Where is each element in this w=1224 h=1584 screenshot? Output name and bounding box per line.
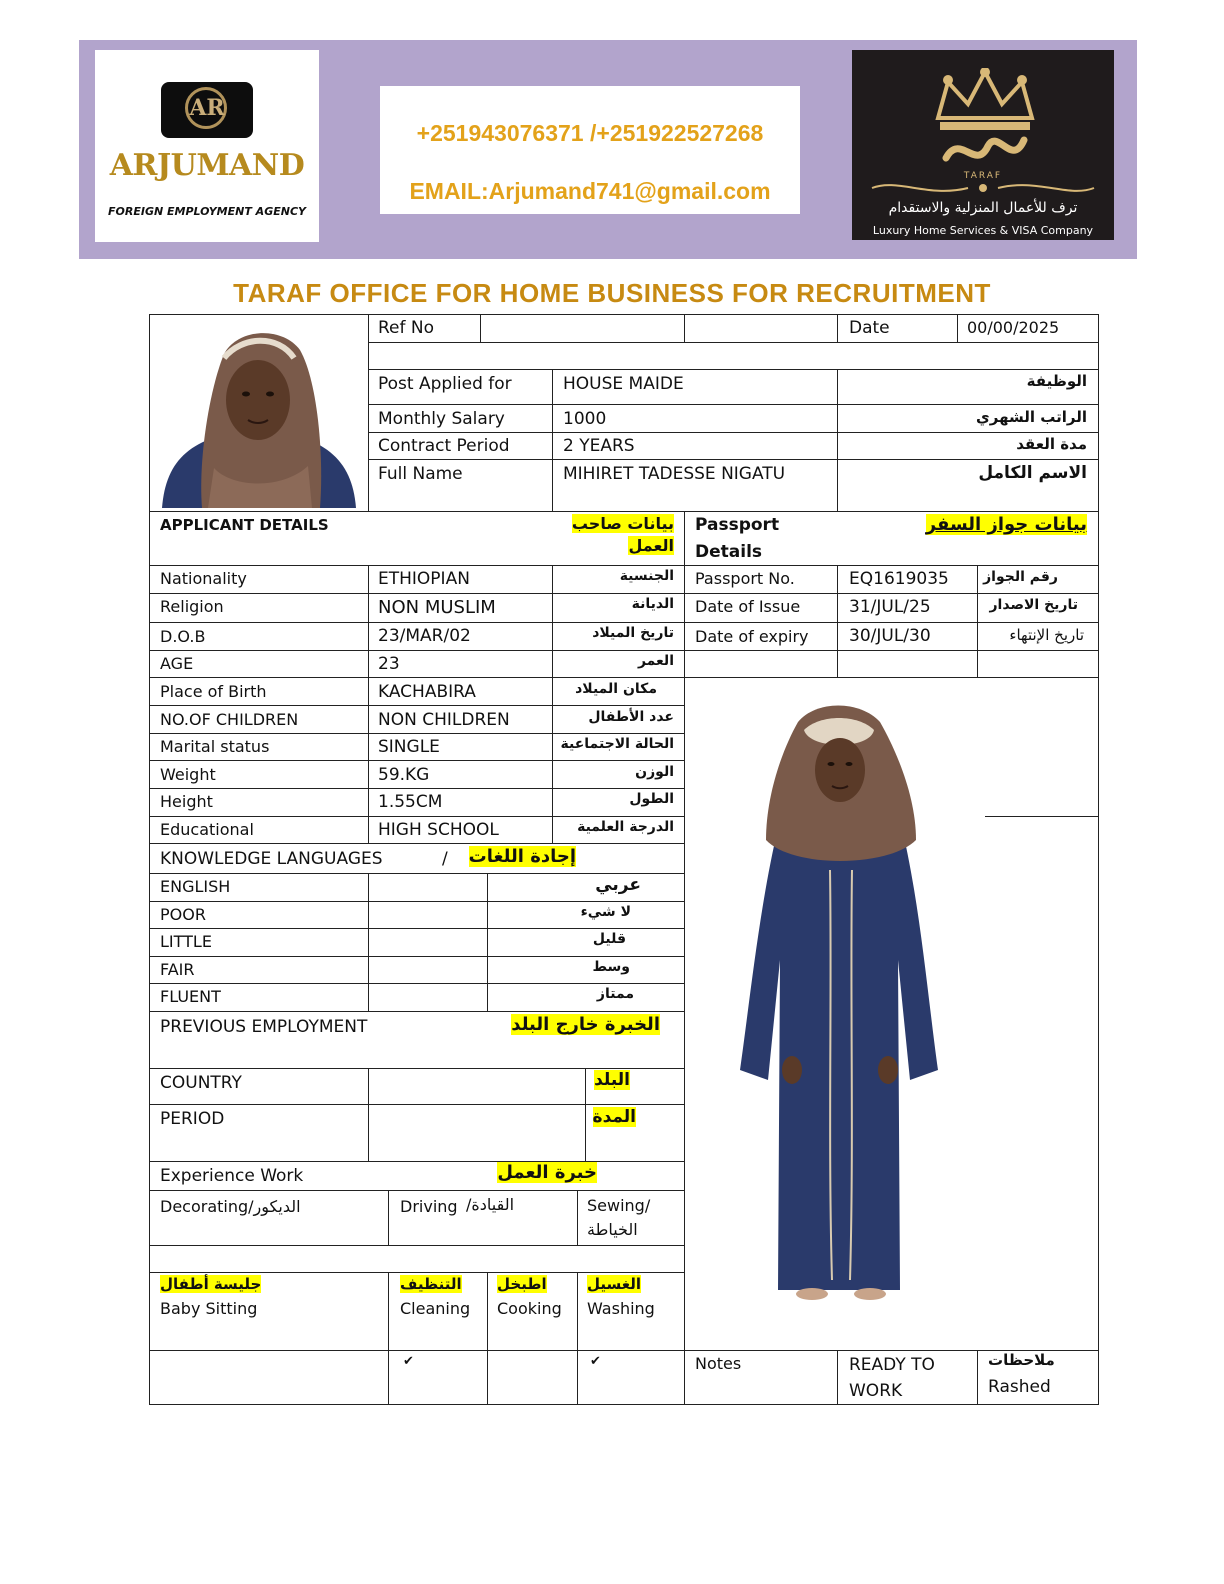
baby-sitting-label: Baby Sitting	[160, 1299, 258, 1318]
birthplace-value: KACHABIRA	[378, 682, 476, 702]
skill-driving-ar: /القيادة	[466, 1195, 515, 1214]
taraf-arabic-name: ترف للأعمال المنزلية والاستقدام	[888, 200, 1078, 216]
marital-value: SINGLE	[378, 737, 440, 757]
age-ar: العمر	[637, 653, 674, 669]
skill-driving: Driving	[400, 1197, 458, 1216]
notes-ar: ملاحظات	[988, 1351, 1055, 1369]
logo-monogram: AR	[189, 95, 225, 121]
previous-heading-ar: الخبرة خارج البلد	[511, 1014, 660, 1035]
salary-ar: الراتب الشهري	[976, 408, 1087, 426]
dob-ar: تاريخ الميلاد	[592, 625, 674, 641]
birthplace-ar: مكان الميلاد	[575, 681, 657, 697]
lang-english-ar: عربي	[595, 875, 641, 895]
agency-name: ARJUMAND	[109, 148, 305, 183]
fullname-ar: الاسم الكامل	[978, 463, 1087, 483]
cleaning-checkmark-icon[interactable]: ✔	[403, 1354, 414, 1369]
applicant-heading-ar-2: العمل	[628, 536, 674, 555]
languages-heading-ar: إجادة اللغات	[468, 846, 576, 867]
lang-english-label: ENGLISH	[160, 877, 231, 896]
notes-value-line-1: READY TO	[849, 1355, 935, 1375]
skill-sewing-ar: الخياطة	[587, 1220, 638, 1239]
notes-value-line-2: WORK	[849, 1381, 903, 1401]
post-ar: الوظيفة	[1026, 372, 1087, 390]
children-ar: عدد الأطفال	[588, 709, 674, 725]
salary-value: 1000	[563, 409, 607, 429]
passport-heading-1: Passport	[695, 515, 780, 535]
country-label: COUNTRY	[160, 1073, 242, 1093]
marital-ar: الحالة الاجتماعية	[560, 736, 674, 752]
contact-box	[380, 86, 800, 214]
issue-value: 31/JUL/25	[849, 597, 931, 617]
fullname-label: Full Name	[378, 464, 463, 484]
country-ar: البلد	[594, 1070, 630, 1090]
children-label: NO.OF CHILDREN	[160, 710, 299, 729]
taraf-word: TARAF	[963, 171, 1003, 181]
monogram-icon	[940, 128, 1030, 174]
height-ar: الطول	[629, 791, 674, 807]
baby-sitting-ar: جليسة أطفال	[160, 1275, 262, 1293]
passport-no-ar: رقم الجواز	[983, 569, 1058, 585]
post-value: HOUSE MAIDE	[563, 374, 684, 394]
expiry-value: 30/JUL/30	[849, 626, 931, 646]
cooking-label: Cooking	[497, 1299, 562, 1318]
period-label: PERIOD	[160, 1109, 225, 1129]
lang-poor-ar: لا شيء	[580, 904, 631, 920]
date-value[interactable]: 00/00/2025	[967, 318, 1060, 337]
birthplace-label: Place of Birth	[160, 682, 267, 701]
fullname-value: MIHIRET TADESSE NIGATU	[563, 464, 786, 484]
passport-heading-2: Details	[695, 542, 763, 562]
post-label: Post Applied for	[378, 374, 512, 394]
arjumand-logo	[95, 50, 319, 242]
dob-value: 23/MAR/02	[378, 626, 471, 646]
contact-email[interactable]: EMAIL:Arjumand741@gmail.com	[409, 178, 771, 204]
marital-label: Marital status	[160, 737, 270, 756]
lang-little-ar: قليل	[592, 931, 626, 947]
skill-sewing: Sewing/	[587, 1196, 651, 1215]
ref-label: Ref No	[378, 318, 435, 338]
experience-heading-ar: خبرة العمل	[497, 1162, 597, 1183]
religion-value: NON MUSLIM	[378, 597, 496, 618]
applicant-heading-ar-1: بيانات صاحب	[571, 514, 674, 533]
previous-heading: PREVIOUS EMPLOYMENT	[160, 1017, 368, 1037]
notes-label: Notes	[695, 1354, 742, 1373]
nationality-label: Nationality	[160, 569, 247, 588]
full-body-photo	[720, 700, 960, 1310]
weight-value: 59.KG	[378, 765, 430, 785]
contact-phone[interactable]: +251943076371 /+251922527268	[416, 120, 764, 146]
lang-little-label: LITTLE	[160, 932, 212, 951]
nationality-ar: الجنسية	[619, 568, 674, 584]
taraf-english-name: Luxury Home Services & VISA Company	[872, 224, 1094, 237]
washing-checkmark-icon[interactable]: ✔	[590, 1354, 601, 1369]
age-value: 23	[378, 654, 400, 674]
skill-decorating: Decorating/الديكور	[160, 1197, 301, 1216]
lang-poor-label: POOR	[160, 905, 206, 924]
religion-ar: الديانة	[631, 596, 674, 612]
education-label: Educational	[160, 820, 254, 839]
height-value: 1.55CM	[378, 792, 443, 812]
expiry-label: Date of expiry	[695, 627, 809, 646]
cooking-ar: اطبخل	[497, 1275, 547, 1293]
languages-heading: KNOWLEDGE LANGUAGES	[160, 849, 383, 869]
languages-separator: /	[442, 849, 448, 869]
arjumand-emblem	[161, 82, 253, 138]
issue-label: Date of Issue	[695, 597, 801, 616]
header-banner	[79, 40, 1137, 259]
washing-ar: الغسيل	[587, 1275, 642, 1293]
salary-label: Monthly Salary	[378, 409, 505, 429]
contract-label: Contract Period	[378, 436, 510, 456]
issue-ar: تاريخ الاصدار	[989, 597, 1078, 613]
nationality-value: ETHIOPIAN	[378, 569, 470, 589]
height-label: Height	[160, 792, 213, 811]
expiry-ar: تاريخ الإنتهاء	[1009, 626, 1084, 644]
washing-label: Washing	[587, 1299, 655, 1318]
period-ar: المدة	[592, 1107, 636, 1127]
religion-label: Religion	[160, 597, 224, 616]
lang-fair-ar: وسط	[592, 959, 630, 975]
cleaning-label: Cleaning	[400, 1299, 471, 1318]
lang-fair-label: FAIR	[160, 960, 195, 979]
portrait-photo	[152, 318, 365, 508]
weight-label: Weight	[160, 765, 216, 784]
dob-label: D.O.B	[160, 627, 206, 646]
contract-value: 2 YEARS	[563, 436, 635, 456]
lang-fluent-ar: ممتاز	[596, 986, 634, 1002]
passport-no-label: Passport No.	[695, 569, 795, 588]
experience-heading: Experience Work	[160, 1166, 304, 1186]
education-value: HIGH SCHOOL	[378, 820, 499, 840]
lang-fluent-label: FLUENT	[160, 987, 221, 1006]
passport-heading-ar: بيانات جواز السفر	[925, 514, 1087, 535]
cleaning-ar: التنظيف	[400, 1275, 462, 1293]
date-label: Date	[849, 318, 890, 338]
education-ar: الدرجة العلمية	[577, 819, 674, 835]
taraf-logo	[852, 50, 1114, 240]
children-value: NON CHILDREN	[378, 710, 510, 730]
age-label: AGE	[160, 654, 194, 673]
ornament-icon	[868, 180, 1098, 196]
agency-subtitle: FOREIGN EMPLOYMENT AGENCY	[108, 205, 306, 218]
passport-no-value: EQ1619035	[849, 569, 949, 589]
weight-ar: الوزن	[635, 764, 674, 780]
contract-ar: مدة العقد	[1016, 435, 1087, 453]
page-title: TARAF OFFICE FOR HOME BUSINESS FOR RECRUITMENT	[233, 278, 991, 308]
notes-extra: Rashed	[988, 1377, 1051, 1397]
applicant-heading: APPLICANT DETAILS	[160, 516, 329, 534]
